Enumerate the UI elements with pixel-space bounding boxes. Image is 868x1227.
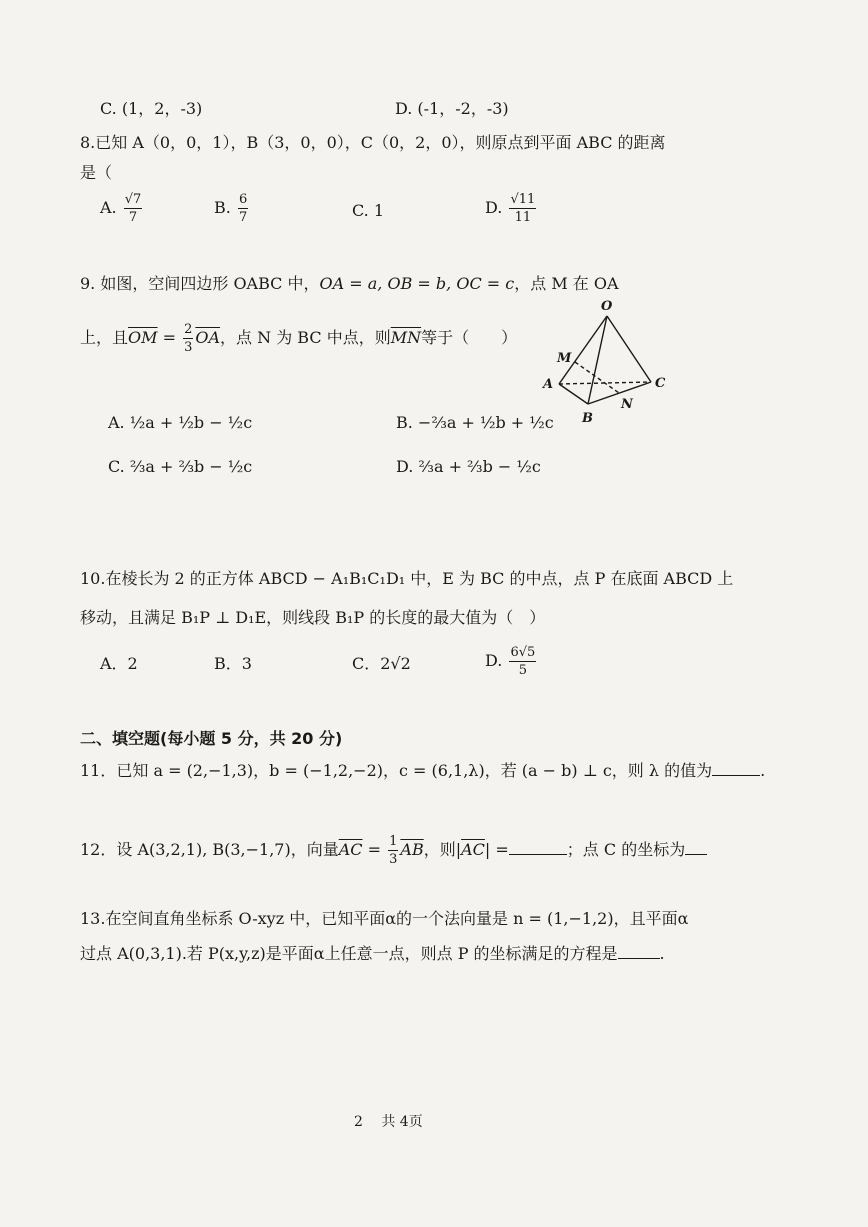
- q12-magnitude-blank[interactable]: [509, 840, 567, 855]
- q9-stem-line2-b: ，点 N 为 BC 中点，则: [220, 328, 391, 347]
- q11-stem: [80, 760, 765, 782]
- q12-stem-b: ，则|: [423, 840, 462, 859]
- q12-stem-a: 12．设 A(3,2,1), B(3,−1,7)，向量: [80, 840, 339, 859]
- q11-answer-blank[interactable]: [712, 761, 760, 776]
- q12-fraction-num: 1: [389, 834, 398, 849]
- q13-end: .: [659, 944, 665, 963]
- segment-mn-dashed: [575, 362, 619, 393]
- section-2-title: 二、填空题(每小题 5 分，共 20 分): [80, 729, 343, 748]
- q9-fraction-num: 2: [184, 322, 193, 337]
- q8-option-b-num: 6: [238, 192, 248, 207]
- q9-stem-line2-a: 上，且: [80, 328, 129, 347]
- label-c: C: [655, 376, 666, 391]
- q12-fraction-den: 3: [389, 852, 398, 867]
- q8-option-d-fraction: [509, 193, 536, 224]
- q8-option-b-label: B.: [214, 198, 231, 217]
- label-b: B: [582, 411, 593, 426]
- q12-vector-ab: $\overline{AB}$: [400, 840, 424, 859]
- q10-option-d-fraction: [509, 646, 536, 677]
- q9-option-d: D. ⅔a + ⅔b − ½c: [396, 457, 541, 476]
- q9-vector-defs: OA = a, OB = b, OC = c: [319, 274, 515, 293]
- q8-stem-line1: 8.已知 A（0，0，1），B（3，0，0），C（0，2，0），则原点到平面 ABC 的距离: [80, 133, 666, 152]
- q12-stem-d: ；点 C 的坐标为: [566, 840, 686, 859]
- q8-option-d-label: D.: [485, 198, 503, 217]
- q8-stem-line2: 是（: [80, 163, 113, 182]
- q13-line2: [80, 943, 665, 965]
- q7-option-c: C. (1，2，-3): [100, 99, 203, 118]
- q10-option-d-label: D.: [485, 651, 503, 670]
- q8-option-a-label: A.: [100, 198, 117, 217]
- q7-option-d: D. (-1，-2，-3): [395, 99, 509, 118]
- q10-option-d-den: 5: [518, 663, 527, 678]
- q9-vector-mn: $\overline{MN}$: [390, 328, 422, 347]
- q13-line1: 13.在空间直角坐标系 O-xyz 中，已知平面α的一个法向量是 n = (1,−1,2)，且平面α: [80, 909, 689, 928]
- q9-vector-oa: $\overline{OA}$: [195, 328, 221, 347]
- q12-coord-blank[interactable]: [685, 840, 707, 855]
- q11-end: .: [760, 761, 766, 780]
- q9-vector-om: $\overline{OM}$: [128, 328, 158, 347]
- q12-equals: =: [362, 840, 387, 859]
- label-m: M: [557, 351, 572, 366]
- q12-stem-c: | =: [484, 840, 509, 859]
- q13-line2-text: 过点 A(0,3,1).若 P(x,y,z)是平面α上任意一点，则点 P 的坐标满足的方程是: [80, 944, 618, 963]
- label-o: O: [601, 299, 613, 314]
- q9-stem-line1-a: 9. 如图，空间四边形 OABC 中，: [80, 274, 320, 293]
- q10-option-b: B．3: [214, 654, 252, 673]
- q13-answer-blank[interactable]: [618, 944, 660, 959]
- q10-option-d-num: 6√5: [510, 645, 536, 660]
- q8-option-a-fraction: [124, 193, 143, 224]
- tetrahedron-figure: [535, 296, 675, 431]
- q8-option-a: [100, 193, 144, 224]
- q10-option-c: C．2√2: [352, 654, 411, 673]
- q8-option-d: [485, 193, 538, 224]
- q8-option-a-num: √7: [124, 192, 142, 207]
- q12-vector-ac: $\overline{AC}$: [338, 840, 363, 859]
- q9-stem-line2-c: 等于（ ）: [421, 328, 518, 347]
- q10-option-d: [485, 646, 538, 677]
- q9-option-b: B. −⅔a + ½b + ½c: [396, 413, 554, 432]
- q9-stem-line1-c: ，点 M 在 OA: [514, 274, 619, 293]
- q8-option-c: C. 1: [352, 201, 385, 220]
- edge-oc: [607, 316, 651, 382]
- q8-option-b: [214, 193, 250, 224]
- q8-option-d-den: 11: [514, 210, 532, 225]
- q10-stem-line2: 移动，且满足 B₁P ⊥ D₁E，则线段 B₁P 的长度的最大值为（ ）: [80, 608, 546, 627]
- q9-option-c: C. ⅔a + ⅔b − ½c: [108, 457, 253, 476]
- label-a: A: [543, 377, 554, 392]
- q8-option-b-den: 7: [238, 210, 248, 225]
- q8-option-b-fraction: [238, 193, 248, 224]
- q9-fraction: [183, 323, 193, 354]
- q9-equals: =: [157, 328, 182, 347]
- q11-stem-text: 11．已知 a = (2,−1,3)，b = (−1,2,−2)，c = (6,1,λ)，若 (a − b) ⊥ c，则 λ 的值为: [80, 761, 713, 780]
- q12-stem: [80, 835, 707, 866]
- edge-ab: [559, 384, 588, 404]
- q9-stem-line1: [80, 273, 619, 295]
- edge-bc: [588, 382, 651, 404]
- label-n: N: [621, 397, 633, 412]
- q8-option-d-num: √11: [510, 192, 536, 207]
- q9-option-a: A. ½a + ½b − ½c: [108, 413, 253, 432]
- q9-fraction-den: 3: [184, 340, 193, 355]
- q9-stem-line2: [80, 323, 517, 354]
- q12-vector-ac-abs: $\overline{AC}$: [461, 840, 485, 859]
- q12-fraction: [388, 835, 398, 866]
- q10-stem-line1: 10.在棱长为 2 的正方体 ABCD − A₁B₁C₁D₁ 中，E 为 BC 的中点，点 P 在底面 ABCD 上: [80, 569, 734, 588]
- q10-option-a: A．2: [100, 654, 138, 673]
- page-footer: 2 共 4页: [354, 1114, 423, 1130]
- q8-option-a-den: 7: [128, 210, 138, 225]
